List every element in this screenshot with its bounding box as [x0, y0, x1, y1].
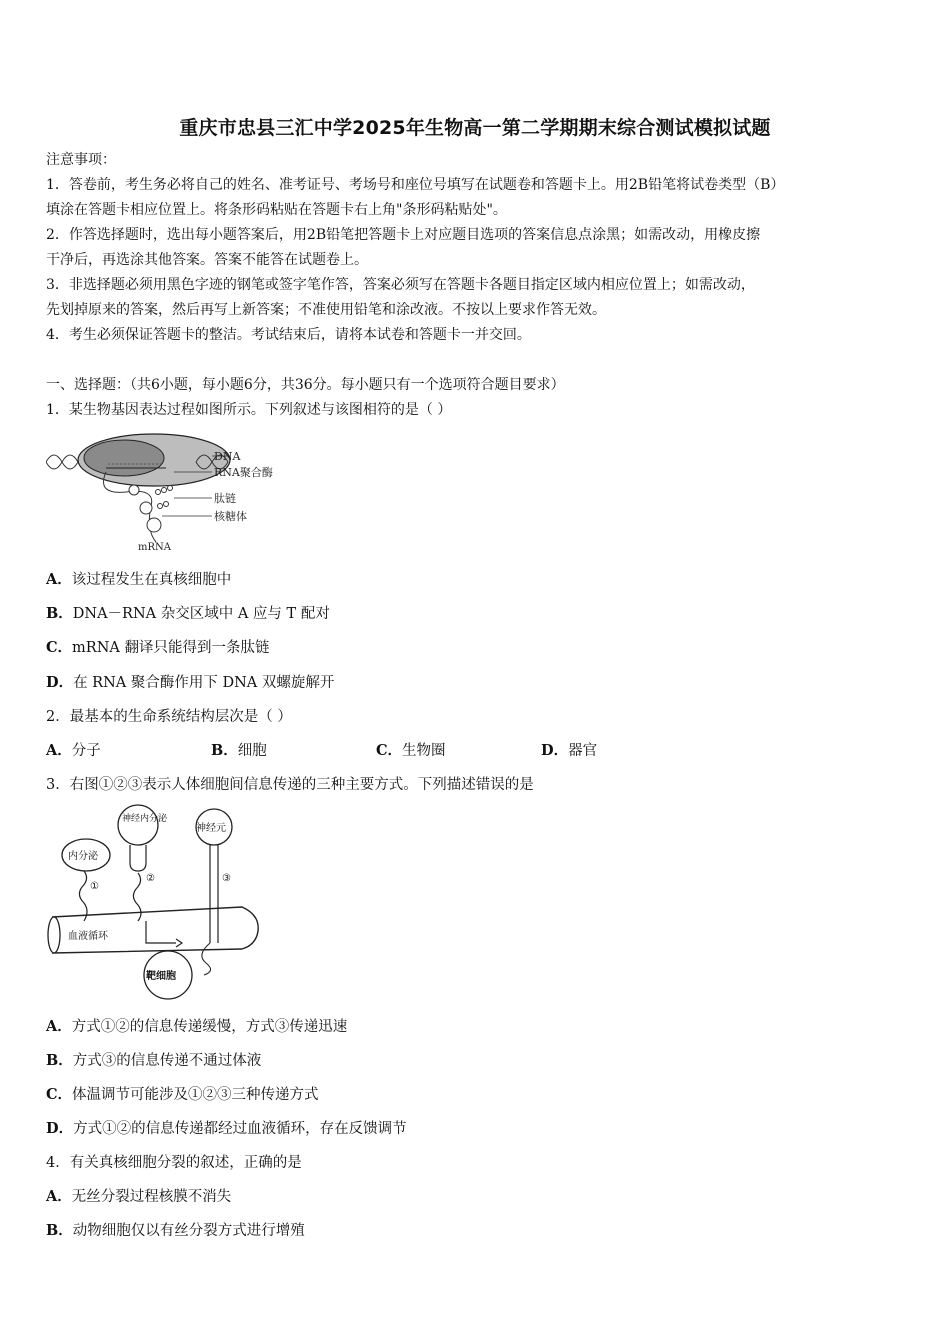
question-3-stem: 3．右图①②③表示人体细胞间信息传递的三种主要方式。下列描述错误的是 — [46, 777, 534, 793]
option-key: B． — [46, 1052, 73, 1069]
option-text: 无丝分裂过程核膜不消失 — [71, 1189, 232, 1205]
notice-section — [46, 148, 906, 348]
q2-options — [46, 739, 666, 760]
q4-option-a[interactable] — [46, 1185, 231, 1206]
label-rna-polymerase: RNA聚合酶 — [214, 466, 273, 479]
option-key: C． — [46, 1086, 73, 1103]
option-key: C． — [376, 742, 403, 759]
page-title: 重庆市忠县三汇中学2025年生物高一第二学期期末综合测试模拟试题 — [179, 117, 771, 139]
section-title: 一、选择题：（共6小题，每小题6分，共36分。每小题只有一个选项符合题目要求） — [46, 377, 565, 393]
option-text: 方式①②的信息传递缓慢，方式③传递迅速 — [71, 1019, 348, 1035]
option-text: 方式③的信息传递不通过体液 — [72, 1053, 262, 1069]
q2-option-a[interactable] — [46, 739, 211, 760]
option-key: B． — [46, 605, 73, 622]
notice-line: 2．作答选择题时，选出每小题答案后，用2B铅笔把答题卡上对应题目选项的答案信息点涂黑；如需改动，用橡皮擦 — [46, 227, 761, 243]
label-ribosome: 核糖体 — [214, 510, 247, 523]
option-key: C． — [46, 639, 73, 656]
q2-option-d[interactable] — [541, 739, 597, 760]
notice-line: 填涂在答题卡相应位置上。将条形码粘贴在答题卡右上角"条形码粘贴处"。 — [46, 202, 507, 218]
option-key: A． — [46, 742, 72, 759]
label-neuroendocrine: 神经内分泌 — [122, 814, 168, 824]
label-dna: DNA — [214, 450, 241, 463]
q4-option-b[interactable] — [46, 1219, 305, 1240]
q2-option-c[interactable] — [376, 739, 541, 760]
q1-option-c[interactable] — [46, 636, 269, 657]
q3-option-d[interactable] — [46, 1117, 407, 1138]
q1-option-d[interactable] — [46, 671, 334, 692]
option-key: B． — [46, 1222, 73, 1239]
question-4-stem: 4．有关真核细胞分裂的叙述，正确的是 — [46, 1155, 302, 1171]
question-1-stem: 1．某生物基因表达过程如图所示。下列叙述与该图相符的是（ ） — [46, 402, 452, 418]
option-key: A． — [46, 571, 72, 588]
option-text: 分子 — [71, 743, 101, 759]
option-text: 方式①②的信息传递都经过血液循环，存在反馈调节 — [73, 1121, 407, 1137]
label-endocrine: 内分泌 — [68, 851, 98, 862]
label-circle-2: ② — [146, 873, 155, 884]
option-text: 在 RNA 聚合酶作用下 DNA 双螺旋解开 — [73, 675, 335, 691]
label-circle-1: ① — [90, 881, 99, 892]
q3-option-c[interactable] — [46, 1083, 319, 1104]
section-heading — [46, 373, 906, 423]
option-text: 动物细胞仅以有丝分裂方式进行增殖 — [72, 1223, 305, 1239]
notice-line: 1．答卷前，考生务必将自己的姓名、准考证号、考场号和座位号填写在试题卷和答题卡上。用2B铅笔将试卷类型（B） — [46, 177, 785, 193]
notice-line: 3．非选择题必须用黑色字迹的钢笔或签字笔作答，答案必须写在答题卡各题目指定区域内相应位置上；如需改动， — [46, 277, 755, 293]
notice-line: 4．考生必须保证答题卡的整洁。考试结束后，请将本试卷和答题卡一并交回。 — [46, 327, 531, 343]
signal-transmission-figure — [46, 803, 266, 1003]
option-text: 该过程发生在真核细胞中 — [71, 572, 232, 588]
q1-option-a[interactable] — [46, 568, 231, 589]
notice-heading: 注意事项： — [46, 152, 116, 168]
option-key: D． — [46, 674, 74, 691]
question-2-stem: 2．最基本的生命系统结构层次是（ ） — [46, 709, 292, 725]
option-text: mRNA 翻译只能得到一条肽链 — [72, 640, 270, 656]
q2-option-b[interactable] — [211, 739, 376, 760]
option-key: B． — [211, 742, 238, 759]
option-text: 细胞 — [237, 743, 267, 759]
label-circle-3: ③ — [222, 873, 231, 884]
label-neuron: 神经元 — [196, 823, 226, 834]
notice-line: 先划掉原来的答案，然后再写上新答案；不准使用铅笔和涂改液。不按以上要求作答无效。 — [46, 302, 606, 318]
label-blood-circulation: 血液循环 — [68, 931, 108, 942]
label-mrna: mRNA — [138, 542, 171, 553]
option-text: 器官 — [568, 743, 598, 759]
option-key: D． — [541, 742, 569, 759]
option-key: D． — [46, 1120, 74, 1137]
label-peptide-chain: 肽链 — [214, 492, 236, 505]
option-key: A． — [46, 1188, 72, 1205]
q3-option-b[interactable] — [46, 1049, 261, 1070]
q3-option-a[interactable] — [46, 1015, 347, 1036]
option-text: 体温调节可能涉及①②③三种传递方式 — [72, 1087, 319, 1103]
notice-line: 干净后，再选涂其他答案。答案不能答在试题卷上。 — [46, 252, 368, 268]
option-text: 生物圈 — [402, 743, 446, 759]
gene-expression-figure — [46, 430, 296, 555]
q1-option-b[interactable] — [46, 602, 330, 623]
option-key: A． — [46, 1018, 72, 1035]
option-text: DNA－RNA 杂交区域中 A 应与 T 配对 — [72, 606, 330, 622]
label-target-cell: 靶细胞 — [146, 971, 176, 982]
